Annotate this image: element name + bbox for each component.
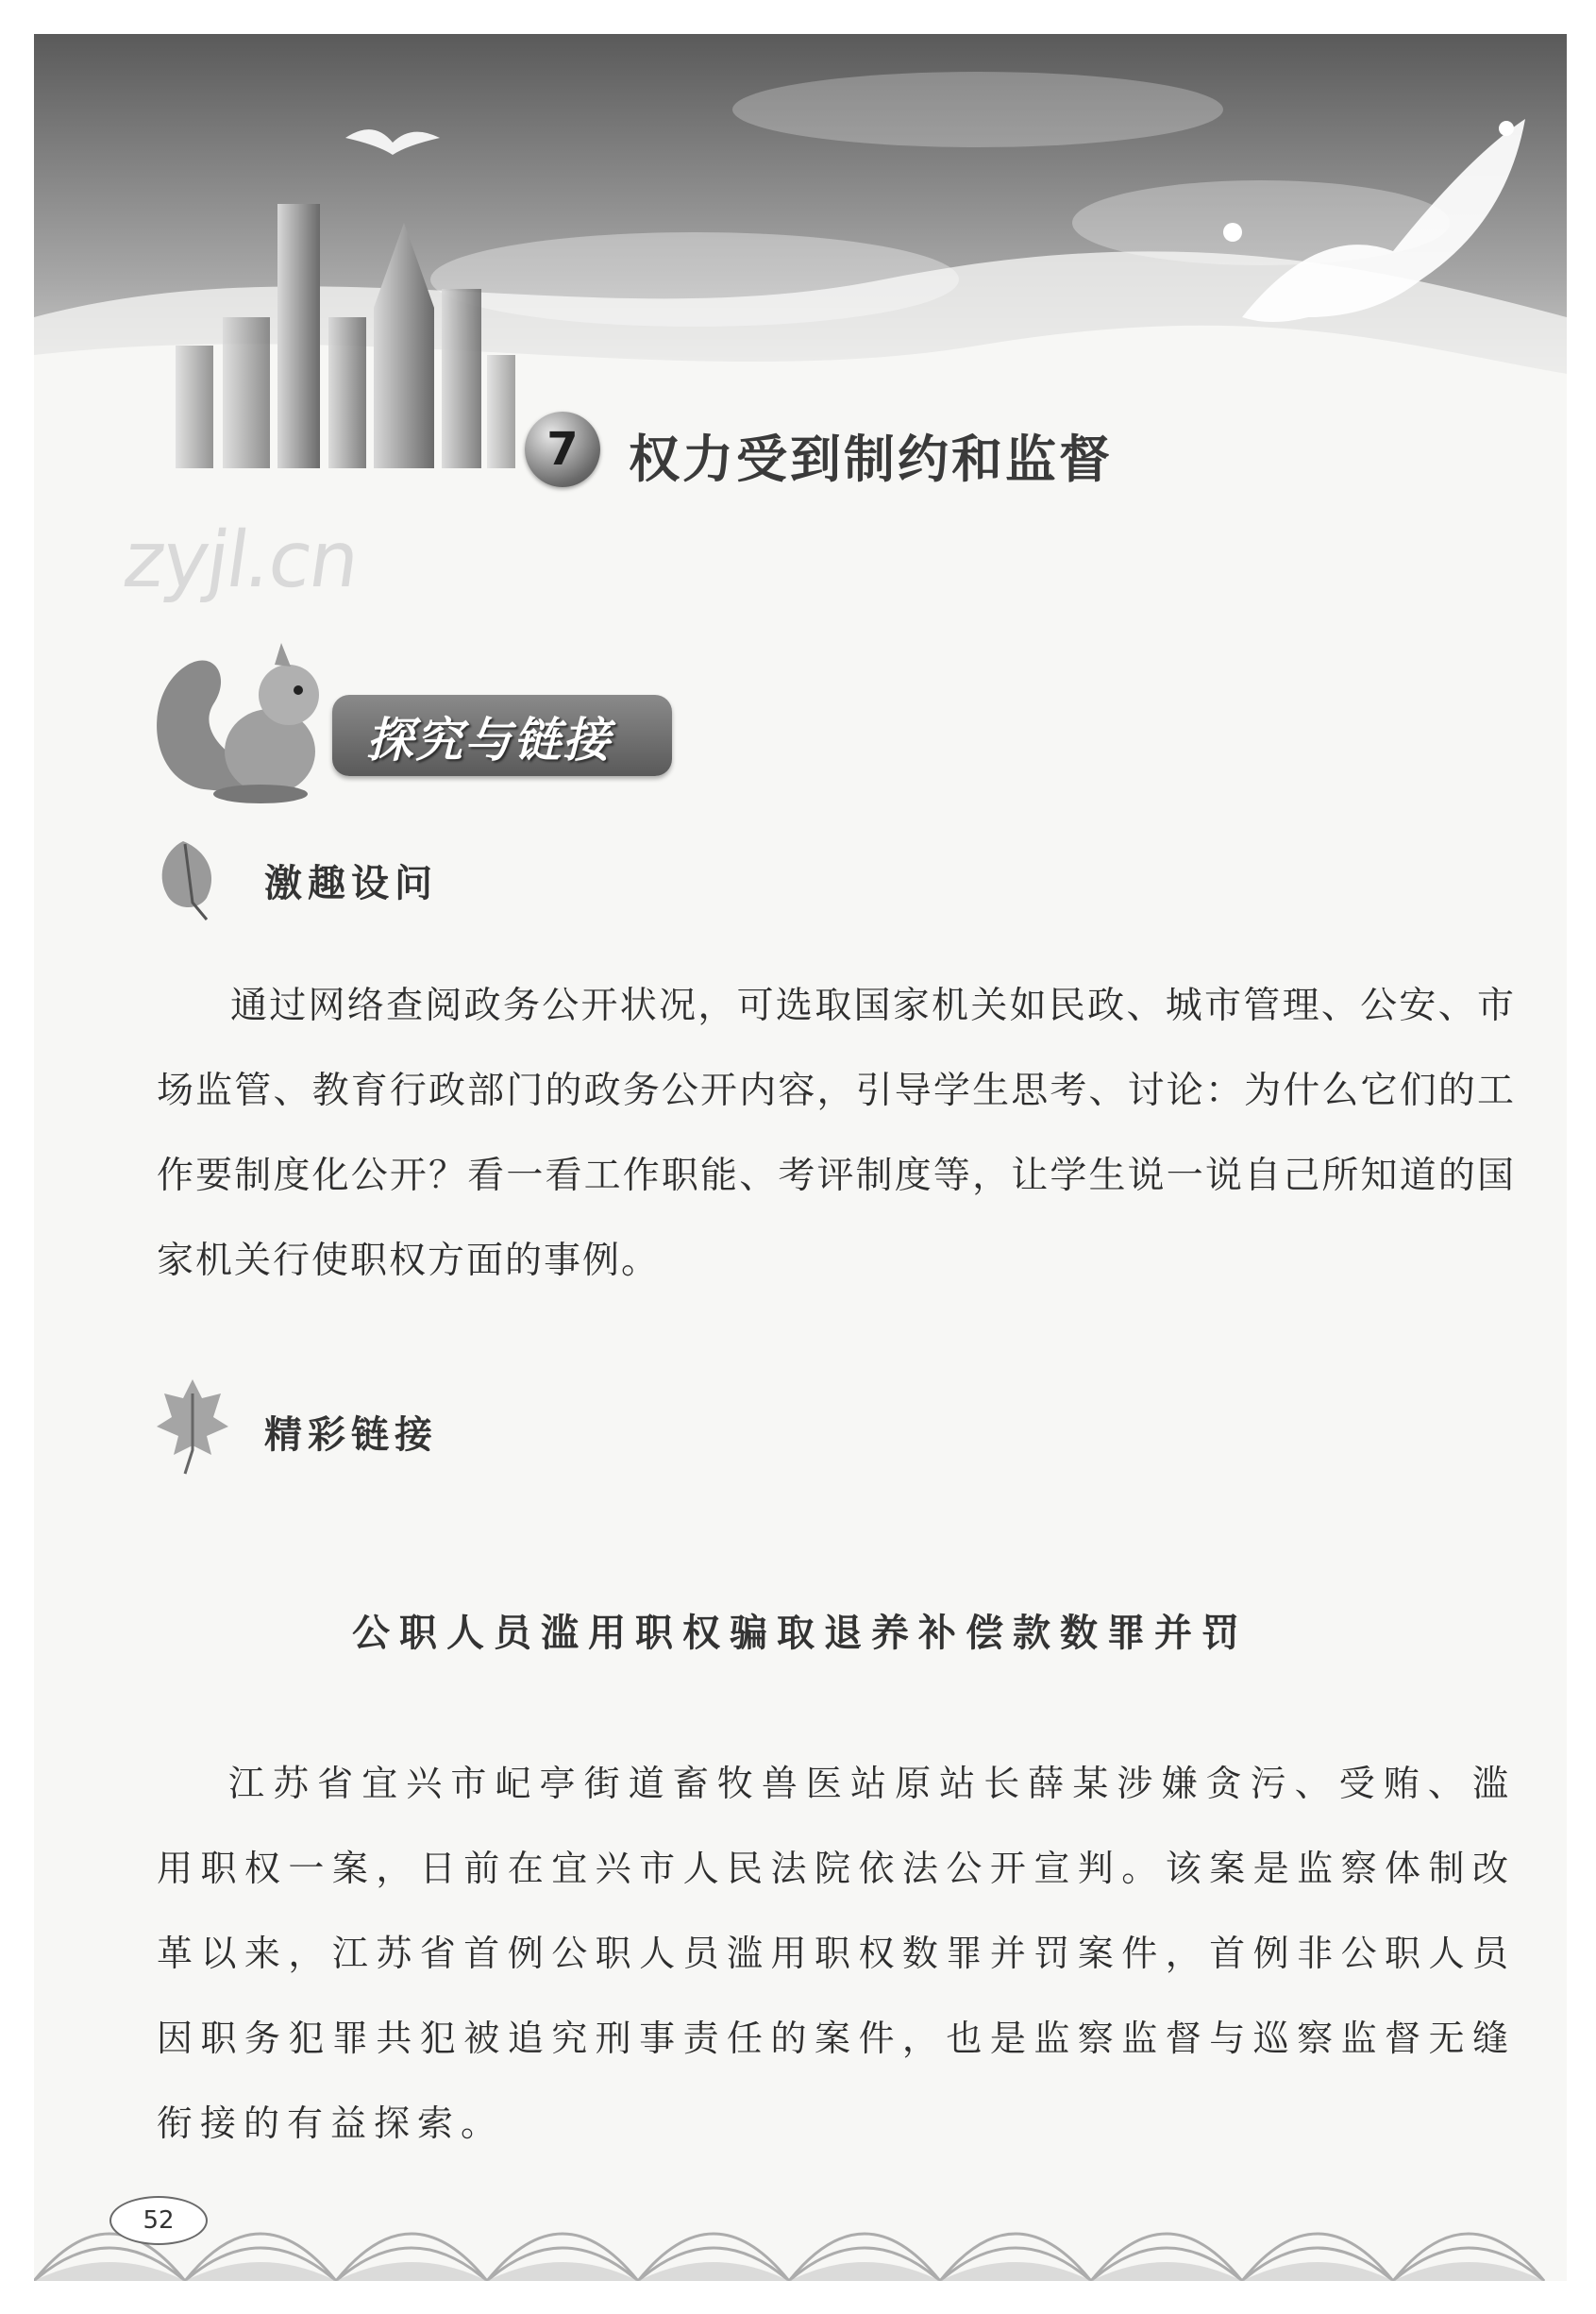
article-paragraph: 江苏省宜兴市屺亭街道畜牧兽医站原站长薛某涉嫌贪污、受贿、滥用职权一案，日前在宜兴市人民法院依法公开宣判。该案是监察体制改革以来，江苏省首例公职人员滥用职权数罪并罚案件，首例非公职人员因职务犯罪共犯被追究刑事责任的案件，也是监察监督与巡察监督无缝衔接的有益探索。: [157, 1763, 1516, 2144]
textbook-page: [34, 34, 1567, 2281]
banner-label: 探究与链接: [366, 713, 612, 768]
leaf-icon: [155, 836, 221, 921]
maple-leaf-icon: [155, 1375, 230, 1478]
footer-wave-decoration: [34, 2149, 1567, 2281]
section-paragraph-question: 通过网络查阅政务公开状况，可选取国家机关如民政、城市管理、公安、市场监管、教育行政部门的政务公开内容，引导学生思考、讨论：为什么它们的工作要制度化公开？看一看工作职能、考评制度等，让学生说一说自己所知道的国家机关行使职权方面的事例。: [157, 985, 1516, 1282]
watermark: zyjl.cn: [118, 515, 363, 605]
section-title-link: 精彩链接: [264, 1413, 438, 1457]
chapter-number-badge: 7: [525, 412, 600, 487]
article-title: 公职人员滥用职权骗取退养补偿款数罪并罚: [352, 1611, 1249, 1655]
section-banner: [147, 638, 676, 808]
squirrel-icon: [147, 638, 355, 808]
chapter-title: 权力受到制约和监督: [629, 430, 1113, 489]
section-title-question: 激趣设问: [264, 862, 438, 905]
page-number: 52: [109, 2196, 208, 2245]
